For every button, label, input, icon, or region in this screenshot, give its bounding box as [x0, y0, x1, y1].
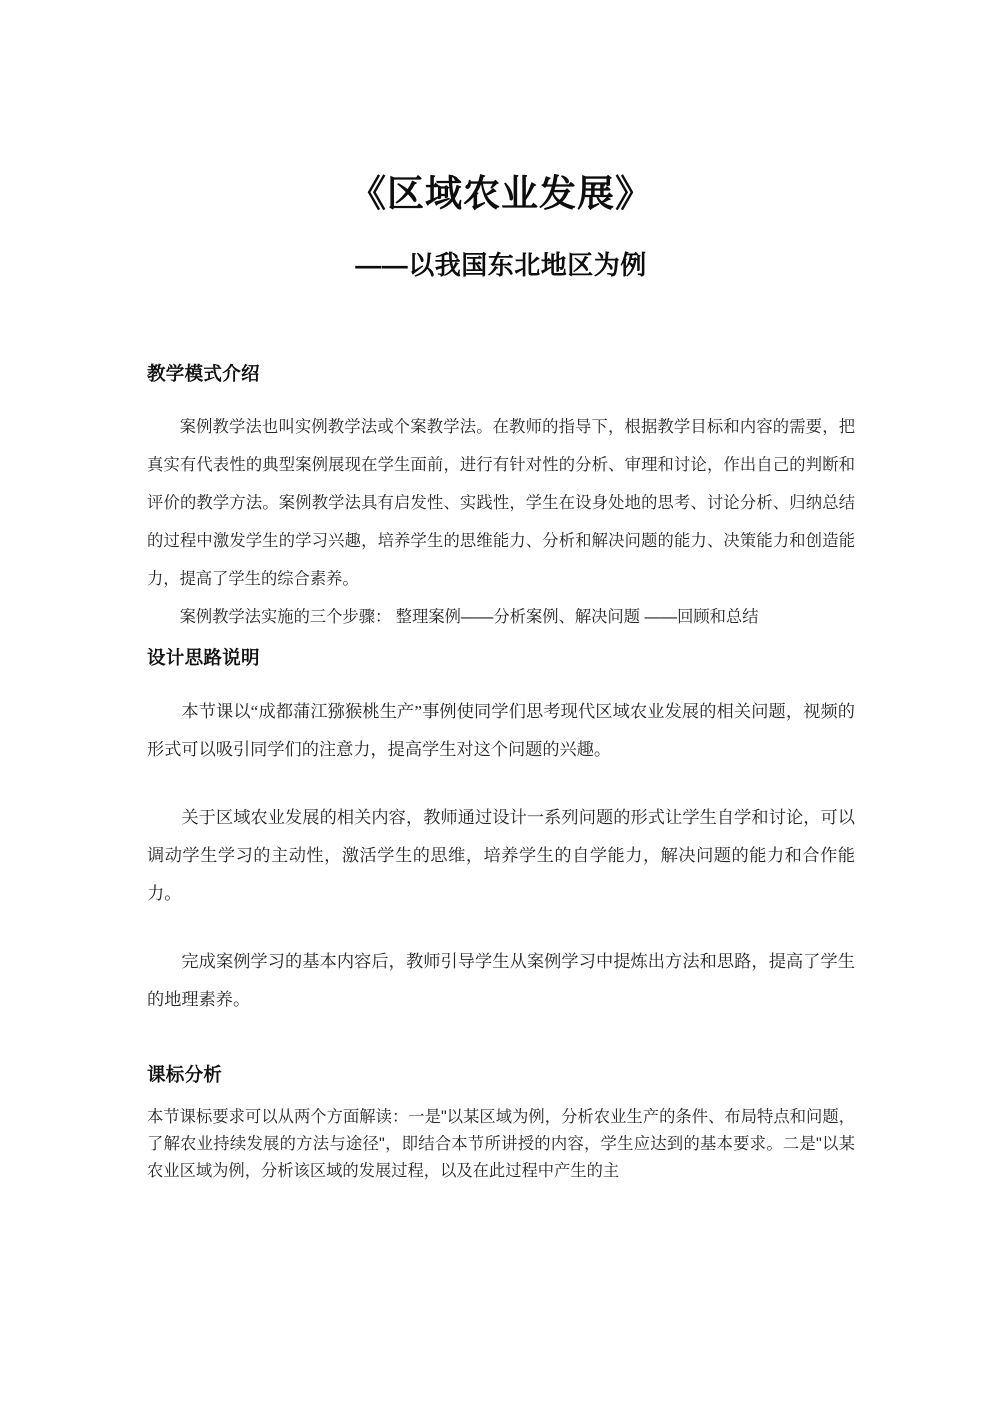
- section-design-approach: [147, 644, 855, 670]
- page-title: 《区域农业发展》: [349, 173, 653, 214]
- paragraph: 本节课以“成都蒲江猕猴桃生产”事例使同学们思考现代区域农业发展的相关问题，视频的形式可以吸引同学们的注意力，提高学生对这个问题的兴趣。: [147, 701, 855, 759]
- section-heading-teaching-mode: 教学模式介绍: [147, 362, 260, 384]
- section-design-approach-body: [147, 943, 855, 1019]
- paragraph: 关于区域农业发展的相关内容，教师通过设计一系列问题的形式让学生自学和讨论，可以调动学生学习的主动性，激活学生的思维，培养学生的自学能力，解决问题的能力和合作能力。: [147, 807, 855, 903]
- section-design-approach-body: [147, 799, 855, 913]
- paragraph: 完成案例学习的基本内容后，教师引导学生从案例学习中提炼出方法和思路，提高了学生的地理素养。: [147, 951, 855, 1009]
- title-block: [147, 0, 855, 282]
- section-heading-design-approach: 设计思路说明: [147, 646, 260, 668]
- section-curriculum-analysis-body: [147, 1104, 855, 1185]
- section-teaching-mode-body: [147, 408, 855, 598]
- section-curriculum-analysis: [147, 1061, 855, 1087]
- paragraph: 案例教学法实施的三个步骤： 整理案例——分析案例、解决问题 ——回顾和总结: [179, 607, 759, 626]
- page-subtitle: ——以我国东北地区为例: [355, 250, 647, 281]
- document-content: [147, 0, 855, 1185]
- paragraph: 本节课标要求可以从两个方面解读：一是"以某区域为例，分析农业生产的条件、布局特点和问题，了解农业持续发展的方法与途径"，即结合本节所讲授的内容，学生应达到的基本要求。二是"以某农业区域为例，分析该区域的发展过程，以及在此过程中产生的主: [147, 1107, 855, 1180]
- section-teaching-mode: [147, 360, 855, 386]
- section-design-approach-body: [147, 693, 855, 769]
- section-teaching-mode-steps: [147, 598, 855, 636]
- section-heading-curriculum-analysis: 课标分析: [147, 1063, 223, 1085]
- paragraph: 案例教学法也叫实例教学法或个案教学法。在教师的指导下，根据教学目标和内容的需要，把真实有代表性的典型案例展现在学生面前，进行有针对性的分析、审理和讨论，作出自己的判断和评价的教学方法。案例教学法具有启发性、实践性，学生在设身处地的思考、讨论分析、归纳总结的过程中激发学生的学习兴趣，培养学生的思维能力、分析和解决问题的能力、决策能力和创造能力，提高了学生的综合素养。: [147, 417, 855, 588]
